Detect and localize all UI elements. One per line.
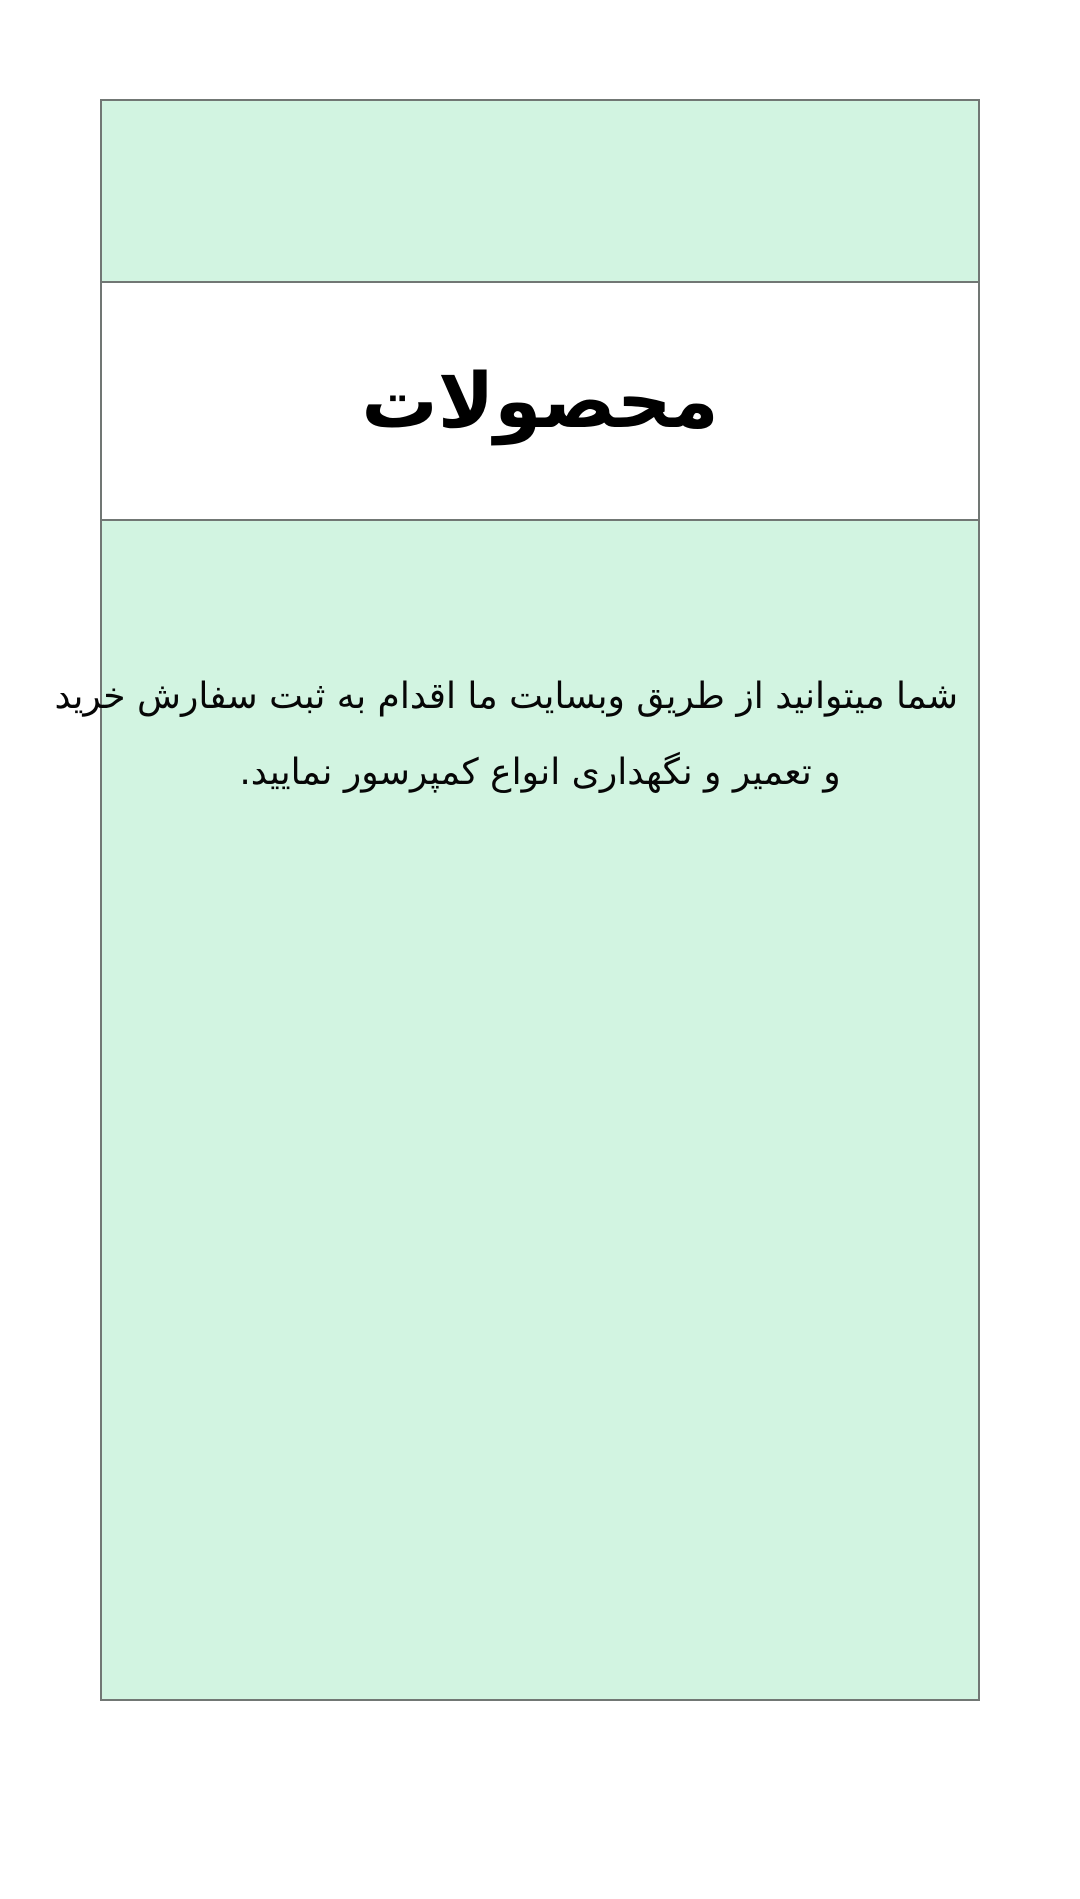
content-panel [54,99,980,1701]
top-spacer-band [102,101,978,283]
intro-text-line-2: و تعمیر و نگهداری انواع کمپرسور نمایید. [239,752,841,793]
page-title: محصولات [361,356,719,446]
intro-text-line-1: شما میتوانید از طریق وبسایت ما اقدام به ثبت سفارش خرید [54,676,958,717]
body-band [54,521,978,1699]
title-band [102,283,978,521]
